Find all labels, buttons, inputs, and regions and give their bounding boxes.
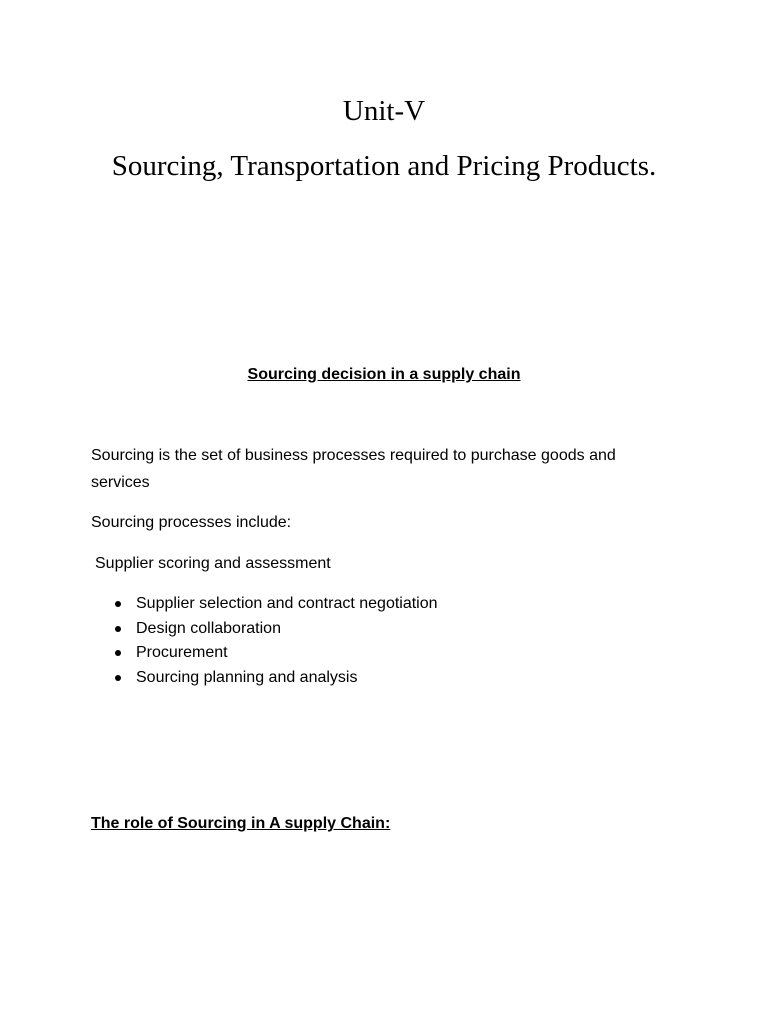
bullet-icon <box>115 650 121 656</box>
bullet-icon <box>115 601 121 607</box>
sourcing-definition-paragraph: Sourcing is the set of business processes required to purchase goods and services <box>91 447 616 491</box>
list-item-label: Design collaboration <box>136 619 281 637</box>
bullet-icon <box>115 675 121 681</box>
bullet-icon <box>115 626 121 632</box>
sourcing-processes-label: Sourcing processes include: <box>91 514 292 531</box>
section-heading-role-of-sourcing: The role of Sourcing in A supply Chain: <box>91 815 391 832</box>
list-item <box>112 666 438 691</box>
list-item <box>112 617 438 642</box>
list-item <box>112 592 438 617</box>
list-item-label: Procurement <box>136 644 228 661</box>
page-title: Sourcing, Transportation and Pricing Products. <box>111 150 657 182</box>
section-heading-sourcing-decision: Sourcing decision in a supply chain <box>247 366 521 383</box>
unit-title: Unit-V <box>342 95 426 127</box>
list-item-label: Sourcing planning and analysis <box>136 668 358 686</box>
supplier-scoring-item: Supplier scoring and assessment <box>95 555 331 572</box>
sourcing-processes-list <box>112 592 438 690</box>
list-item <box>112 641 438 666</box>
list-item-label: Supplier selection and contract negotiation <box>136 595 438 612</box>
